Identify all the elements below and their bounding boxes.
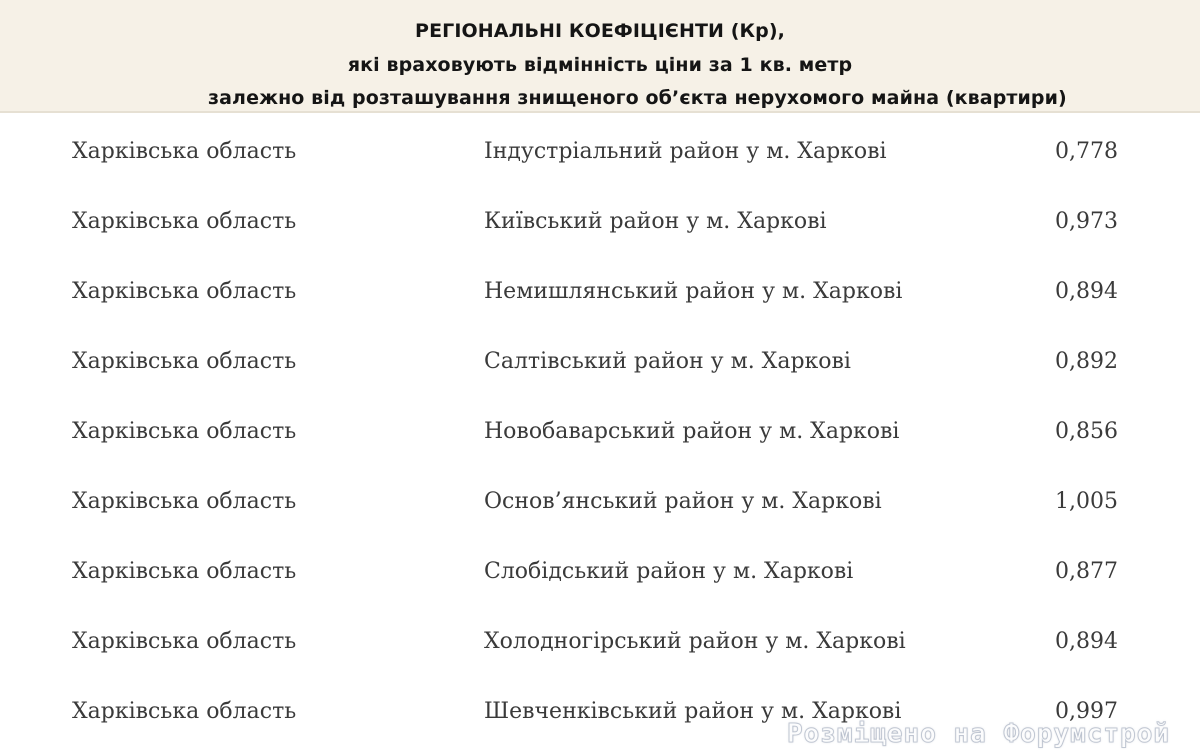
table-row bbox=[0, 115, 1200, 185]
district-cell: Основ’янський район у м. Харкові bbox=[484, 489, 882, 514]
region-cell: Харківська область bbox=[72, 279, 297, 304]
district-cell: Індустріальний район у м. Харкові bbox=[484, 139, 887, 164]
coefficient-cell: 1,005 bbox=[1055, 489, 1118, 514]
district-cell: Новобаварський район у м. Харкові bbox=[484, 419, 900, 444]
table-row bbox=[0, 605, 1200, 675]
header-subtitle-1: які враховують відмінність ціни за 1 кв. метр bbox=[347, 54, 853, 76]
coefficient-cell: 0,877 bbox=[1055, 559, 1118, 584]
coefficient-cell: 0,856 bbox=[1055, 419, 1118, 444]
district-cell: Салтівський район у м. Харкові bbox=[484, 349, 851, 374]
region-cell: Харківська область bbox=[72, 699, 297, 724]
watermark: Розміщено на Форумстрой bbox=[786, 719, 1170, 749]
table-row bbox=[0, 325, 1200, 395]
coefficient-cell: 0,973 bbox=[1055, 209, 1118, 234]
district-cell: Київський район у м. Харкові bbox=[484, 209, 827, 234]
coefficient-cell: 0,997 bbox=[1055, 699, 1118, 724]
coefficient-cell: 0,894 bbox=[1055, 629, 1118, 654]
district-cell: Немишлянський район у м. Харкові bbox=[484, 279, 903, 304]
region-cell: Харківська область bbox=[72, 139, 297, 164]
table-row bbox=[0, 255, 1200, 325]
table-row bbox=[0, 535, 1200, 605]
coefficient-cell: 0,894 bbox=[1055, 279, 1118, 304]
table-row bbox=[0, 185, 1200, 255]
region-cell: Харківська область bbox=[72, 559, 297, 584]
header-title: РЕГІОНАЛЬНІ КОЕФІЦІЄНТИ (Кр), bbox=[415, 20, 785, 42]
table-row bbox=[0, 465, 1200, 535]
region-cell: Харківська область bbox=[72, 489, 297, 514]
district-cell: Холодногірський район у м. Харкові bbox=[484, 629, 906, 654]
region-cell: Харківська область bbox=[72, 629, 297, 654]
coefficient-cell: 0,778 bbox=[1055, 139, 1118, 164]
region-cell: Харківська область bbox=[72, 209, 297, 234]
document-header bbox=[0, 0, 1200, 113]
region-cell: Харківська область bbox=[72, 419, 297, 444]
district-cell: Слобідський район у м. Харкові bbox=[484, 559, 854, 584]
district-cell: Шевченківський район у м. Харкові bbox=[484, 699, 902, 724]
coefficient-cell: 0,892 bbox=[1055, 349, 1118, 374]
header-subtitle-2: залежно від розташування знищеного об’єкта нерухомого майна (квартири) bbox=[208, 87, 1067, 109]
region-cell: Харківська область bbox=[72, 349, 297, 374]
table-row bbox=[0, 395, 1200, 465]
